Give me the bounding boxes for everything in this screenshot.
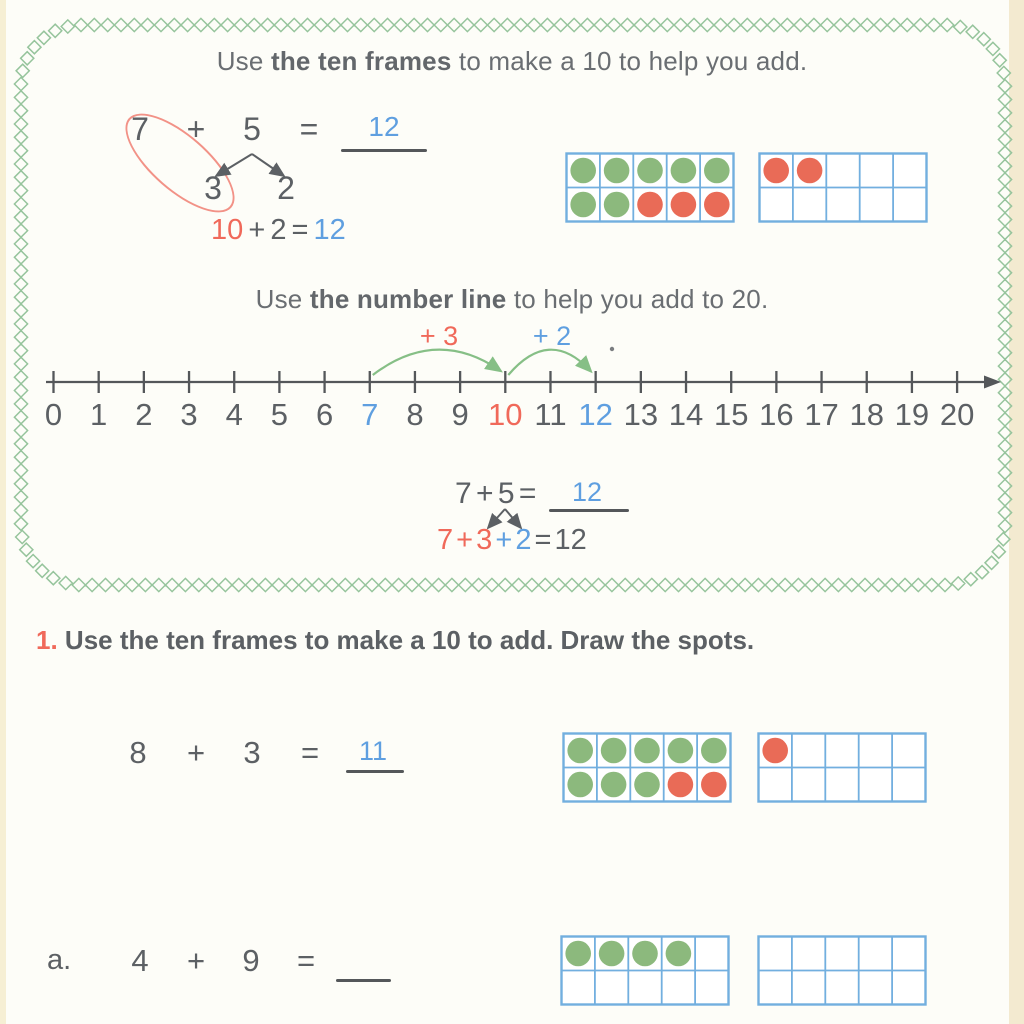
plus-sign: + (186, 111, 206, 147)
example-ten-frame-2 (758, 152, 928, 228)
svg-text:19: 19 (894, 397, 930, 432)
svg-text:15: 15 (713, 397, 749, 432)
bond-left-value: 3 (204, 170, 222, 206)
svg-text:6: 6 (315, 397, 334, 432)
answer-value: 12 (368, 111, 400, 142)
svg-text:2: 2 (135, 397, 153, 432)
svg-text:14: 14 (668, 397, 704, 432)
svg-text:+ 3: + 3 (419, 321, 459, 351)
row-label: a. (47, 944, 72, 976)
svg-text:12: 12 (578, 397, 613, 432)
exercise-heading: 1. Use the ten frames to make a 10 to add. Draw the spots. (36, 625, 755, 655)
svg-text:13: 13 (623, 397, 659, 432)
answer-line (341, 149, 427, 152)
svg-text:11: 11 (534, 397, 567, 432)
answer-line (336, 979, 391, 982)
answer-line (346, 770, 404, 773)
ten-frame-2 (757, 732, 927, 808)
answer-value: 11 (358, 736, 388, 766)
svg-text:3: 3 (180, 397, 198, 432)
equals-sign: = (299, 111, 319, 147)
svg-text:5: 5 (270, 397, 289, 432)
svg-text:1: 1 (90, 397, 108, 432)
svg-text:7: 7 (361, 397, 379, 432)
svg-text:18: 18 (849, 397, 884, 432)
addend-1: 7 (131, 111, 149, 147)
svg-text:17: 17 (804, 397, 839, 432)
equals-sign: = (300, 735, 320, 770)
check-answer-line (549, 509, 629, 512)
svg-text:9: 9 (451, 397, 469, 432)
svg-text:4: 4 (225, 397, 243, 432)
addend-1: 4 (131, 943, 149, 978)
addend-1: 8 (129, 735, 147, 770)
svg-text:0: 0 (44, 397, 63, 432)
check-equation-lhs: 7 + 5 = (455, 477, 537, 510)
ten-frame-1 (562, 732, 732, 808)
svg-text:16: 16 (759, 397, 794, 432)
number-line (0, 318, 1024, 438)
svg-text:10: 10 (488, 397, 523, 432)
addend-2: 5 (243, 111, 261, 147)
ten-frame-1 (560, 935, 730, 1011)
plus-sign: + (186, 735, 206, 770)
equals-sign: = (296, 943, 316, 978)
svg-text:20: 20 (939, 397, 975, 432)
check-answer-value: 12 (571, 477, 603, 507)
plus-sign: + (186, 943, 206, 978)
number-line-instruction: Use the number line to help you add to 20. (255, 284, 769, 314)
ten-frames-instruction: Use the ten frames to make a 10 to help you add. (216, 46, 808, 76)
make-ten-equation: 10 + 2 = 12 (211, 214, 346, 246)
addend-2: 9 (242, 943, 260, 978)
decomposed-equation: 7 + 3 + 2 = 12 (437, 524, 587, 556)
ten-frame-2 (757, 935, 927, 1011)
example-ten-frame-1 (565, 152, 735, 228)
addend-2: 3 (243, 735, 261, 770)
svg-text:+ 2: + 2 (532, 321, 572, 351)
bond-right-value: 2 (277, 170, 295, 206)
svg-text:8: 8 (406, 397, 424, 432)
